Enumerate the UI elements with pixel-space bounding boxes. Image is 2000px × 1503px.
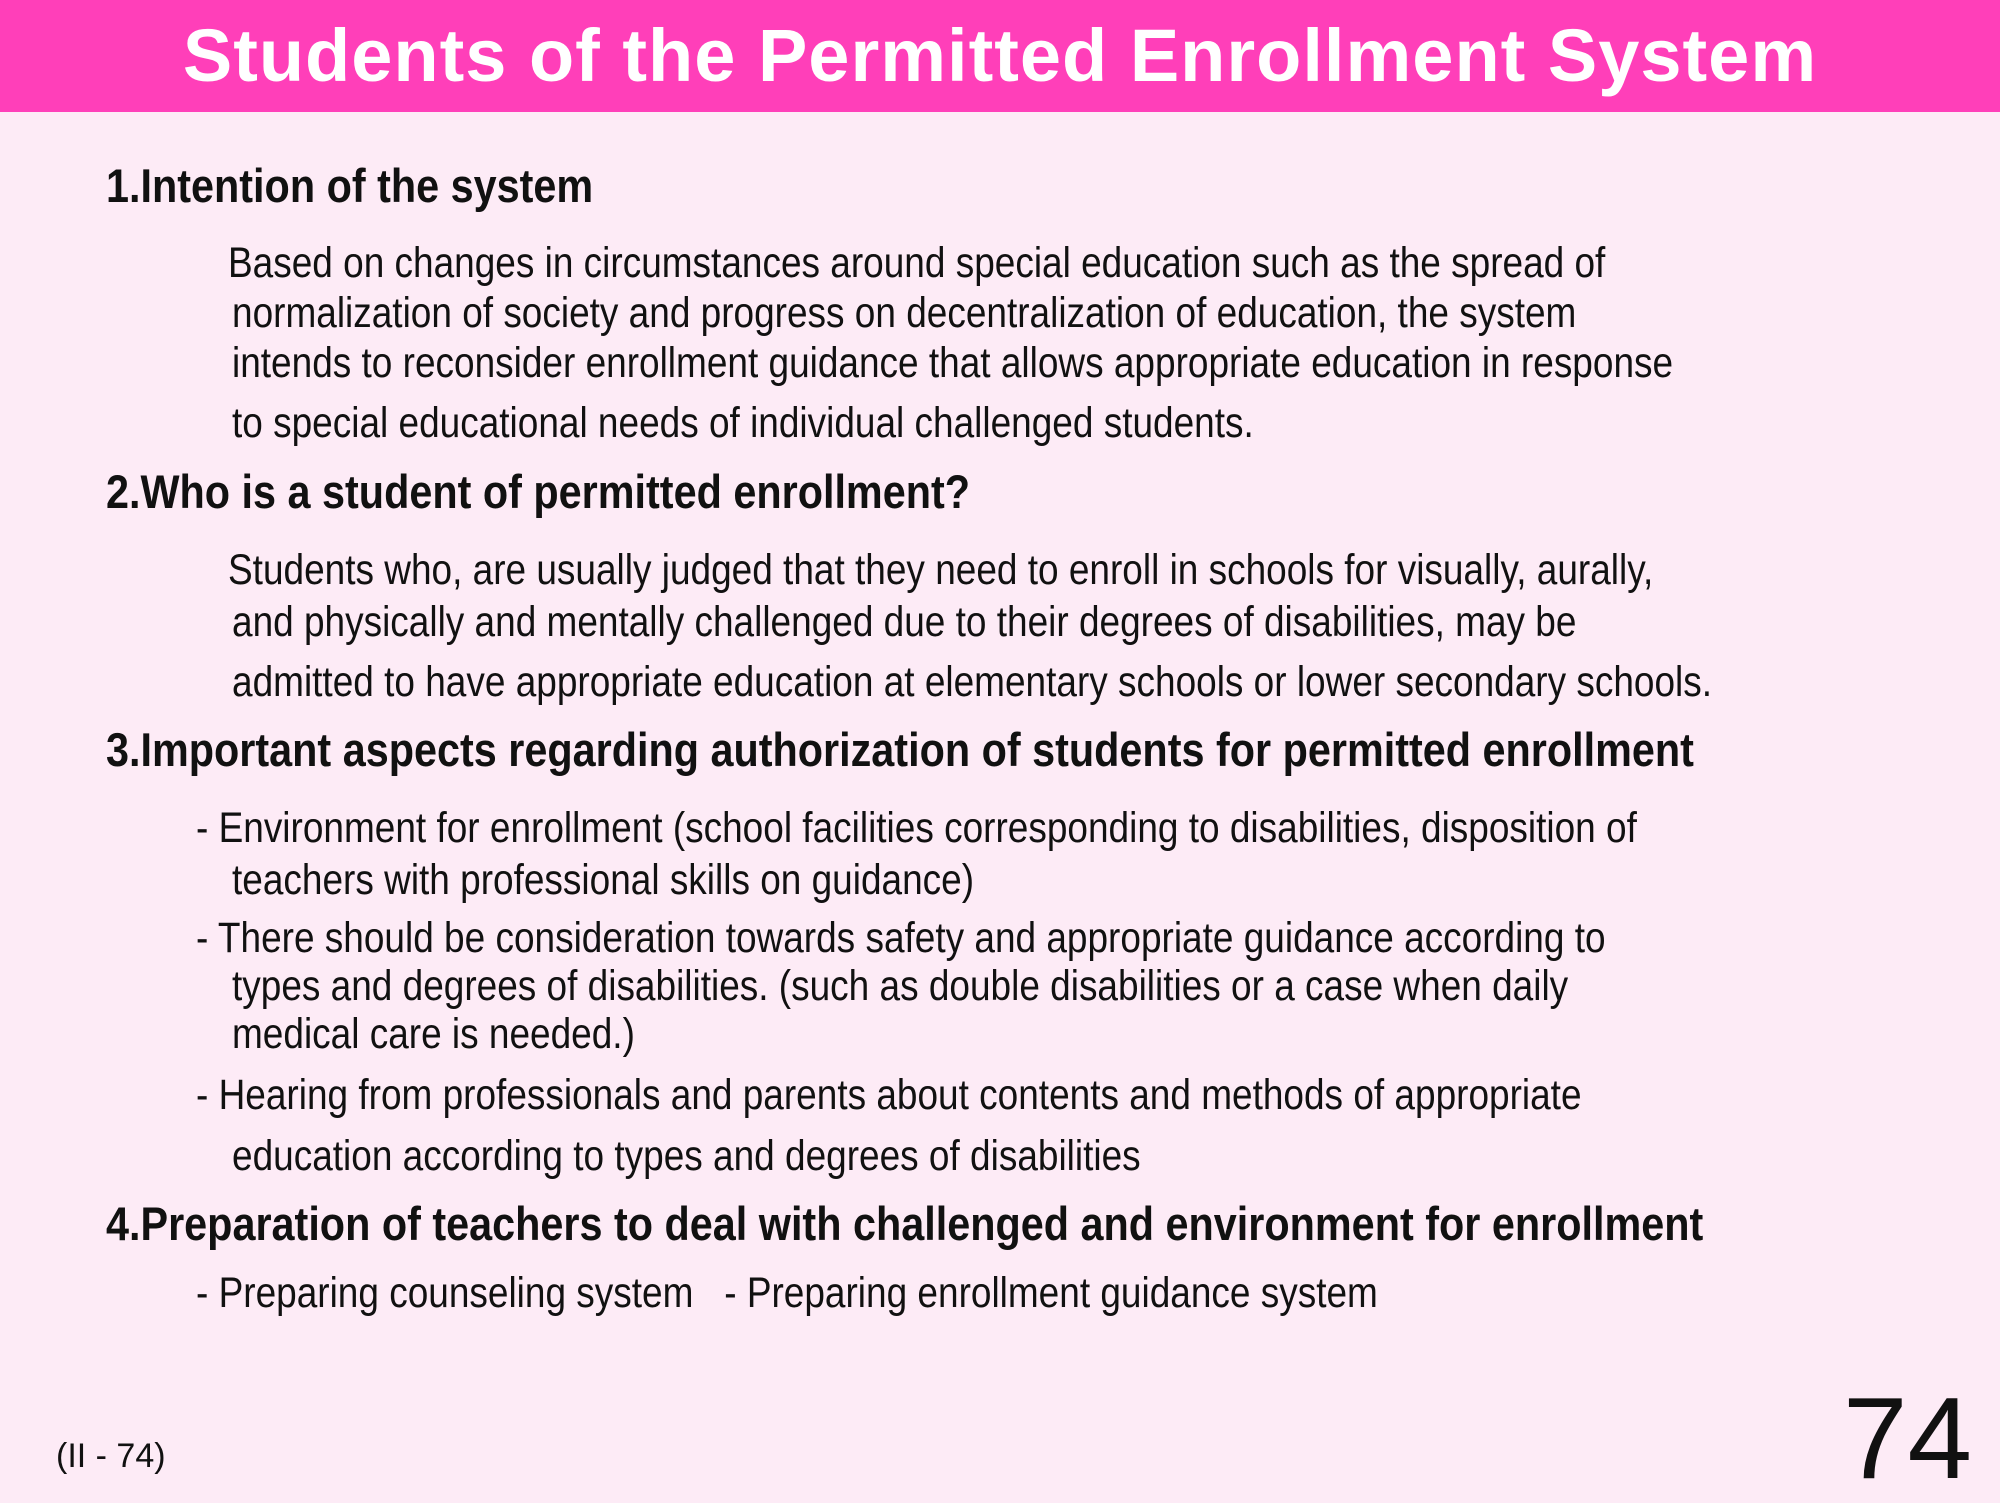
section-3-line-7: education according to types and degrees of disabilities	[232, 1132, 1141, 1180]
section-1-line-4: to special educational needs of individual challenged students.	[232, 399, 1254, 447]
section-3-line-5: medical care is needed.)	[232, 1010, 635, 1058]
page-title: Students of the Permitted Enrollment System	[182, 14, 1818, 97]
section-3-line-3: - There should be consideration towards safety and appropriate guidance according to	[196, 914, 1606, 962]
section-3-heading: 3.Important aspects regarding authorization of students for permitted enrollment	[106, 723, 1694, 776]
section-4-heading: 4.Preparation of teachers to deal with challenged and environment for enrollment	[106, 1197, 1704, 1250]
section-4-line-1: - Preparing counseling system - Preparing enrollment guidance system	[196, 1269, 1378, 1317]
section-1-line-1: Based on changes in circumstances around special education such as the spread of	[228, 239, 1606, 287]
section-3-line-6: - Hearing from professionals and parents about contents and methods of appropriate	[196, 1071, 1582, 1119]
section-3-line-2: teachers with professional skills on guidance)	[232, 856, 975, 904]
section-3-line-4: types and degrees of disabilities. (such as double disabilities or a case when daily	[232, 962, 1569, 1010]
section-1-line-2: normalization of society and progress on decentralization of education, the system	[232, 289, 1577, 337]
section-2-line-2: and physically and mentally challenged due to their degrees of disabilities, may be	[232, 598, 1577, 646]
footer-code: (II - 74)	[56, 1437, 166, 1475]
section-1-line-3: intends to reconsider enrollment guidance that allows appropriate education in response	[232, 339, 1674, 387]
section-2-line-3: admitted to have appropriate education at elementary schools or lower secondary schools.	[232, 658, 1713, 706]
section-3-line-1: - Environment for enrollment (school facilities corresponding to disabilities, disposition of	[196, 804, 1637, 852]
page-number: 74	[1842, 1373, 1972, 1503]
section-2-heading: 2.Who is a student of permitted enrollment?	[106, 465, 971, 518]
section-1-heading: 1.Intention of the system	[106, 159, 594, 212]
section-2-line-1: Students who, are usually judged that they need to enroll in schools for visually, aurally,	[228, 546, 1654, 594]
